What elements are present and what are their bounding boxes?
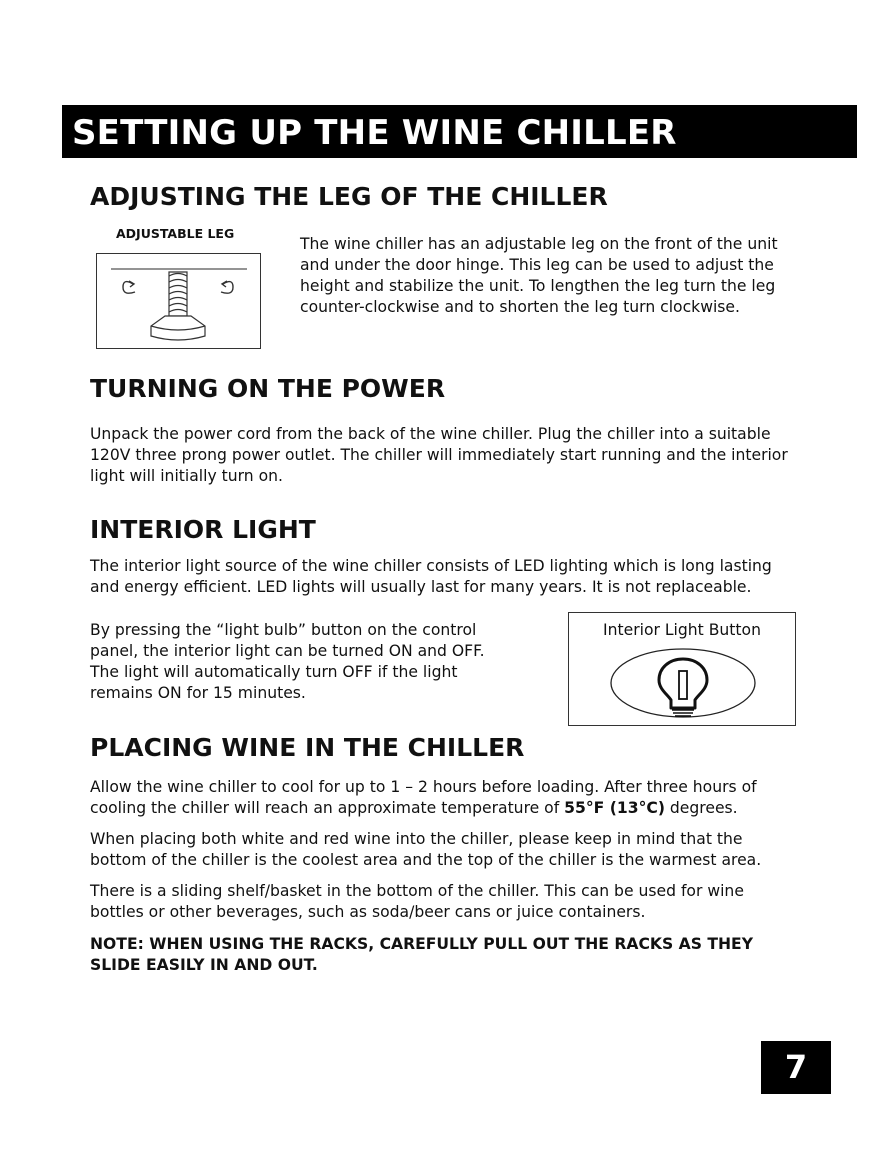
cooling-paragraph: Allow the wine chiller to cool for up to 1 – 2 hours before loading. After three hours of cooling the chiller will reach an approximate temperature of 55°F (13°C) degrees. xyxy=(90,778,757,817)
page-number: 7 xyxy=(784,1048,808,1086)
interior-light-paragraph: The interior light source of the wine chiller consists of LED lighting which is long lasting and energy efficient. LED lights will usually last for many years. It is not replaceable. xyxy=(90,557,772,596)
power-paragraph: Unpack the power cord from the back of the wine chiller. Plug the chiller into a suitable 120V three prong power outlet. The chiller will immediately start running and the interior light will initially turn on. xyxy=(90,425,788,485)
placing-wine-heading: PLACING WINE IN THE CHILLER xyxy=(90,733,525,762)
page-title: SETTING UP THE WINE CHILLER xyxy=(72,113,677,153)
light-button-paragraph: By pressing the “light bulb” button on the control panel, the interior light can be turned ON and OFF. The light will automatically turn OFF if the light remains ON for 15 minutes. xyxy=(90,621,485,702)
power-heading: TURNING ON THE POWER xyxy=(90,374,446,403)
racks-note: NOTE: WHEN USING THE RACKS, CAREFULLY PULL OUT THE RACKS AS THEY SLIDE EASILY IN AND OUT. xyxy=(90,935,753,974)
leg-figure-label: ADJUSTABLE LEG xyxy=(116,226,235,241)
light-figure-label: Interior Light Button xyxy=(603,621,761,639)
leg-paragraph: The wine chiller has an adjustable leg on the front of the unit and under the door hinge. This leg can be used to adjust the height and stabilize the unit. To lengthen the leg turn the leg counter-clockwise and to shorten the leg turn clockwise. xyxy=(300,235,778,316)
light-bulb-icon xyxy=(609,647,757,719)
adjustable-leg-icon xyxy=(97,254,262,350)
placement-paragraph: When placing both white and red wine into the chiller, please keep in mind that the bottom of the chiller is the coolest area and the top of the chiller is the warmest area. xyxy=(90,830,762,869)
interior-light-heading: INTERIOR LIGHT xyxy=(90,515,316,544)
interior-light-button-figure xyxy=(568,612,796,726)
adjustable-leg-figure xyxy=(96,253,261,349)
section-banner xyxy=(62,105,857,158)
leg-heading: ADJUSTING THE LEG OF THE CHILLER xyxy=(90,182,608,211)
shelf-paragraph: There is a sliding shelf/basket in the bottom of the chiller. This can be used for wine bottles or other beverages, such as soda/beer cans or juice containers. xyxy=(90,882,744,921)
temperature-value: 55°F (13°C) xyxy=(564,799,665,817)
page-number-box xyxy=(761,1041,831,1094)
